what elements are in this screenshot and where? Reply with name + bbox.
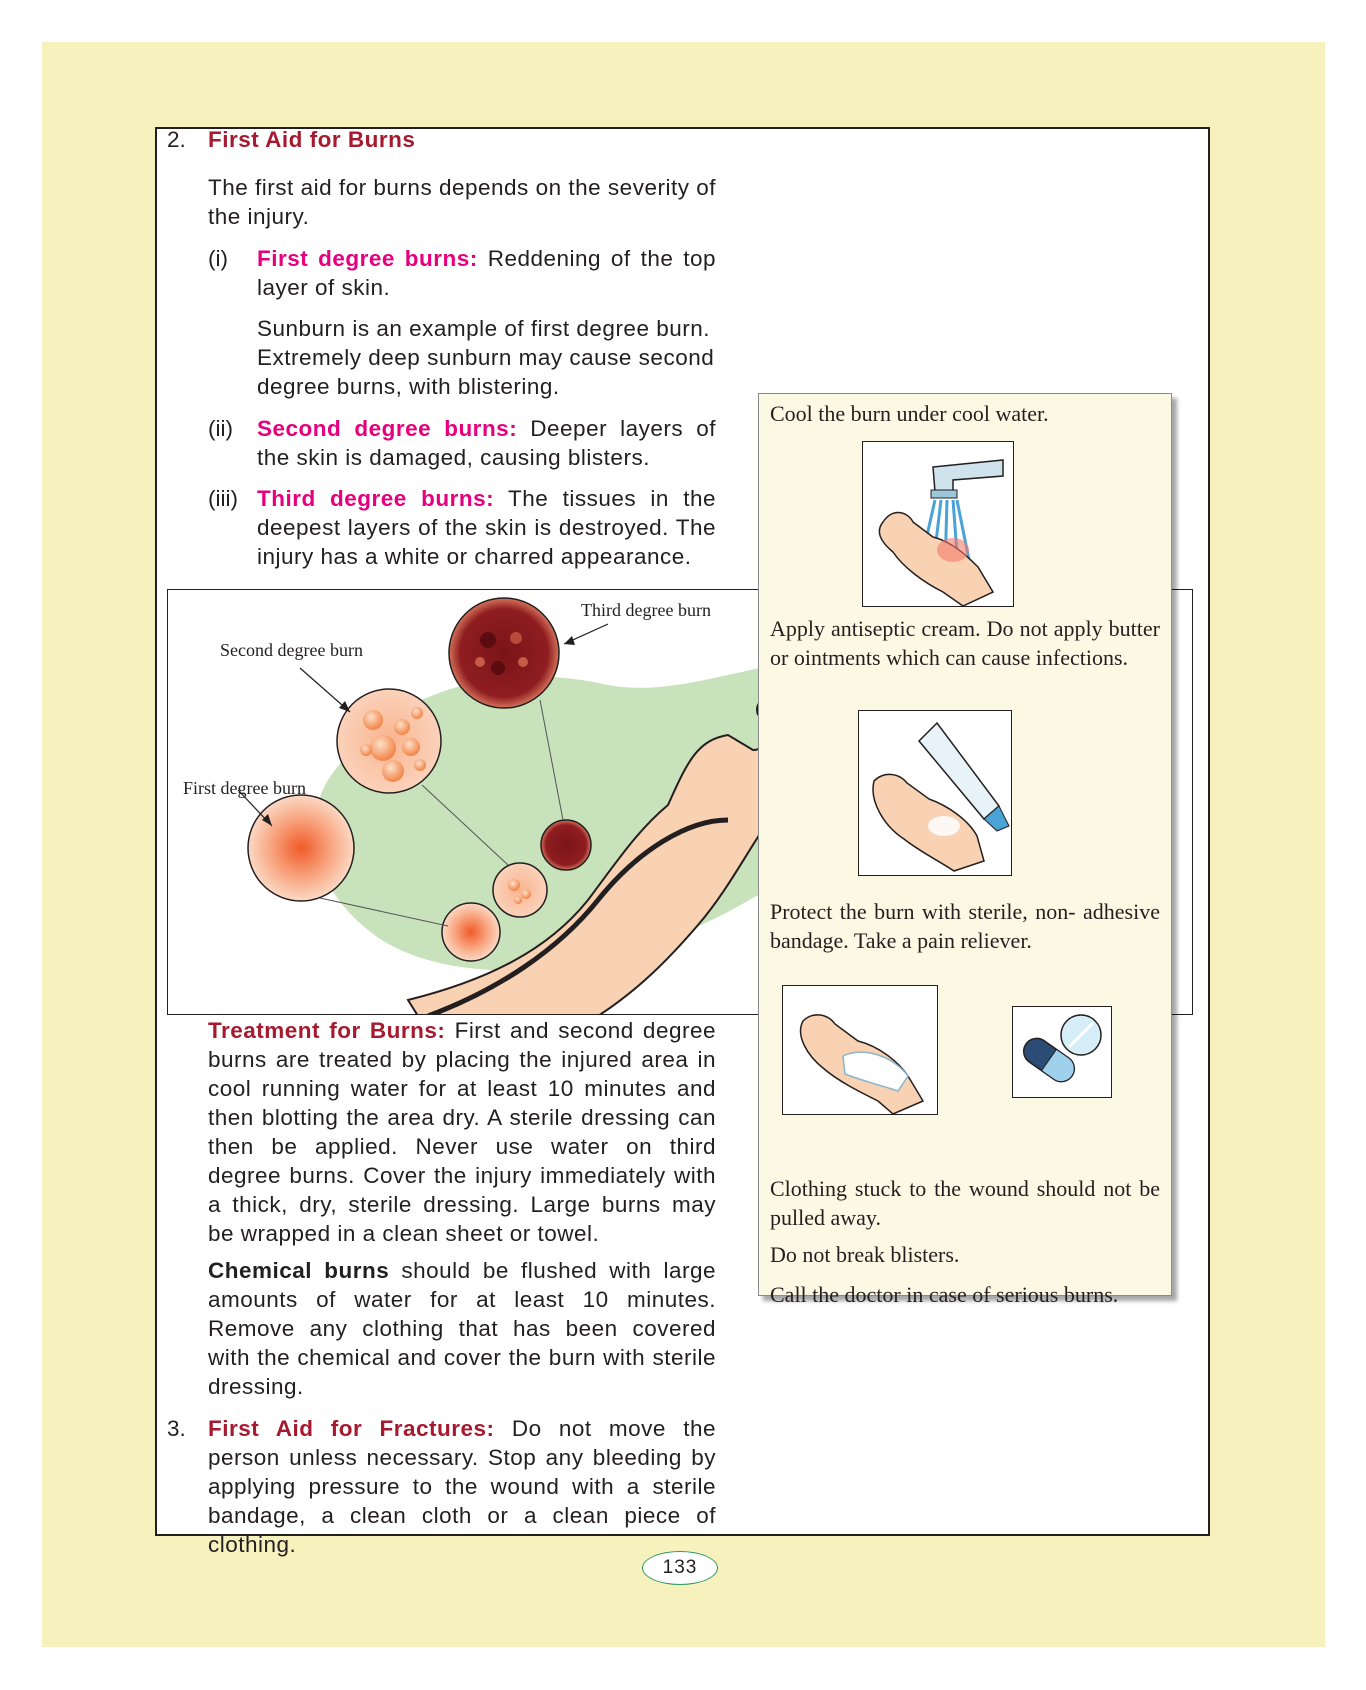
cool-water-image: [862, 441, 1014, 607]
sunburn-note: Sunburn is an example of first degree burn. Extremely deep sunburn may cause second degree burns, with blistering.: [257, 316, 715, 399]
first-degree-burn-circle: [248, 795, 354, 901]
label-third-degree-burn: Third degree burn: [581, 600, 711, 620]
section-number: 2.: [167, 127, 186, 152]
treatment-text: First and second degree burns are treated by placing the injured area in cool running water for at least 10 minutes and then blotting the area dry. A sterile dressing can then be applied. Never use water on third degree burns. Cover the injury immediately with a thick, dry, sterile dressing. Large burns may be wrapped in a clean sheet or towel.: [208, 1018, 716, 1246]
fractures-paragraph: [208, 1414, 716, 1559]
list-item-second-degree: [257, 414, 716, 472]
third-degree-burn-circle: [449, 598, 559, 708]
arm-second-degree-mark: [493, 863, 547, 917]
fractures-heading: First Aid for Fractures:: [208, 1416, 495, 1441]
step-blisters: Do not break blisters.: [770, 1242, 960, 1267]
page-number: 133: [642, 1551, 718, 1585]
term-first-degree: First degree burns:: [257, 246, 478, 271]
list-item-first-degree: [257, 244, 716, 302]
step-call-doctor: Call the doctor in case of serious burns.: [770, 1282, 1119, 1307]
item-marker: (i): [208, 246, 228, 271]
treatment-heading: Treatment for Burns:: [208, 1018, 446, 1043]
step-antiseptic-cream: Apply antiseptic cream. Do not apply butter or ointments which can cause infections.: [770, 616, 1160, 670]
label-first-degree-burn: First degree burn: [183, 778, 306, 798]
bandaged-hand-image: [782, 985, 938, 1115]
step-sterile-bandage: Protect the burn with sterile, non- adhesive bandage. Take a pain reliever.: [770, 899, 1160, 953]
list-item-third-degree: [257, 484, 716, 571]
term-second-degree: Second degree burns:: [257, 416, 518, 441]
treatment-paragraph: [208, 1016, 716, 1248]
item-text: Deeper layers of the skin is damaged, causing blisters.: [257, 416, 717, 470]
pain-reliever-pills-image: [1012, 1006, 1112, 1098]
chemical-burns-term: Chemical burns: [208, 1258, 390, 1283]
term-third-degree: Third degree burns:: [257, 486, 495, 511]
antiseptic-cream-image: [858, 710, 1012, 876]
step-clothing-stuck: Clothing stuck to the wound should not be pulled away.: [770, 1176, 1160, 1230]
intro-paragraph: The first aid for burns depends on the severity of the injury.: [208, 175, 716, 229]
item-marker: (iii): [208, 486, 238, 511]
item-text: The tissues in the deepest layers of the skin is destroyed. The injury has a white or charred appearance.: [257, 486, 716, 569]
label-second-degree-burn: Second degree burn: [220, 640, 363, 660]
arm-third-degree-mark: [541, 820, 591, 870]
arm-first-degree-mark: [442, 903, 500, 961]
step-cool-water: Cool the burn under cool water.: [770, 401, 1049, 426]
chemical-burns-paragraph: [208, 1256, 716, 1401]
item-text: Reddening of the top layer of skin.: [257, 246, 717, 300]
section-number: 3.: [167, 1416, 186, 1441]
fractures-text: Do not move the person unless necessary. Stop any bleeding by applying pressure to the wound with a sterile bandage, a clean cloth or a clean piece of clothing.: [208, 1416, 717, 1557]
chemical-burns-text: should be flushed with large amounts of water for at least 10 minutes. Remove any clothing that has been covered with the chemical and cover the burn with sterile dressing.: [208, 1258, 716, 1399]
first-aid-steps-sidebar: [758, 393, 1172, 1307]
section-heading: First Aid for Burns: [208, 127, 416, 152]
item-marker: (ii): [208, 416, 233, 441]
